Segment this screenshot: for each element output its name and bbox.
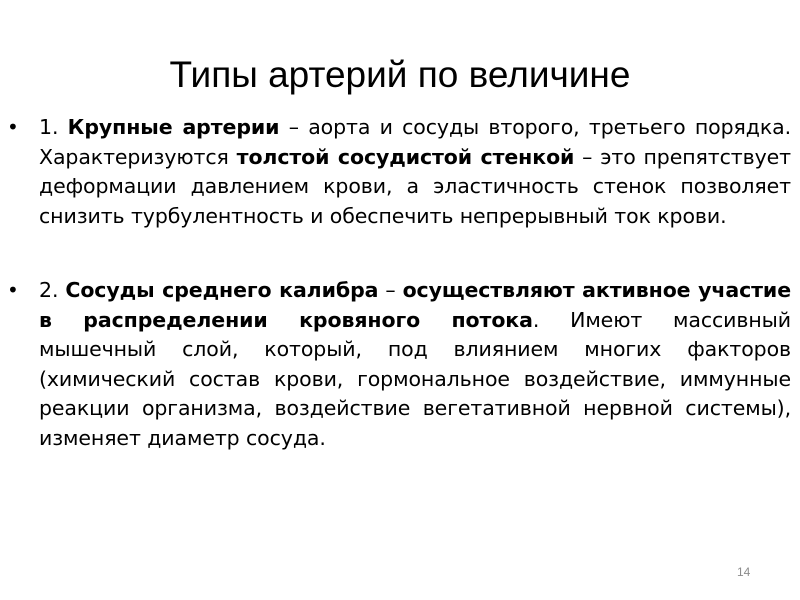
bullet-term: Сосуды среднего калибра	[65, 278, 379, 302]
bullet-text: – аорта и сосуды второго, третьего порядка. Характеризуются	[39, 115, 792, 169]
bullet-marker: •	[7, 115, 19, 139]
page-number: 14	[737, 565, 751, 579]
bullet-number: 1.	[39, 115, 68, 139]
bullet-marker: •	[7, 278, 19, 302]
bullet-number: 2.	[39, 278, 66, 302]
bullet-term: Крупные артерии	[67, 115, 280, 139]
bullet-list	[0, 113, 800, 453]
bullet-emphasis: толстой сосудистой стенкой	[236, 144, 575, 169]
bullet-item-medium-vessels	[7, 276, 791, 453]
bullet-text: –	[378, 278, 403, 302]
bullet-text: . Имеют массивный мышечный слой, который, под влиянием многих факторов (химический состав крови, гормональное воздействие, иммунные реакции организма, воздействие вегетативной нервной системы), изменяет диаметр сосуда.	[39, 307, 791, 450]
bullet-emphasis: осуществляют активное участие в распределении кровяного потока	[39, 278, 791, 332]
bullet-item-large-arteries	[7, 113, 792, 231]
bullet-text: – это препятствует деформации давлением крови, а эластичность стенок позволяет снизить турбулентность и обеспечить непрерывный ток крови.	[39, 144, 791, 228]
slide-title: Типы артерий по величине	[169, 54, 631, 95]
